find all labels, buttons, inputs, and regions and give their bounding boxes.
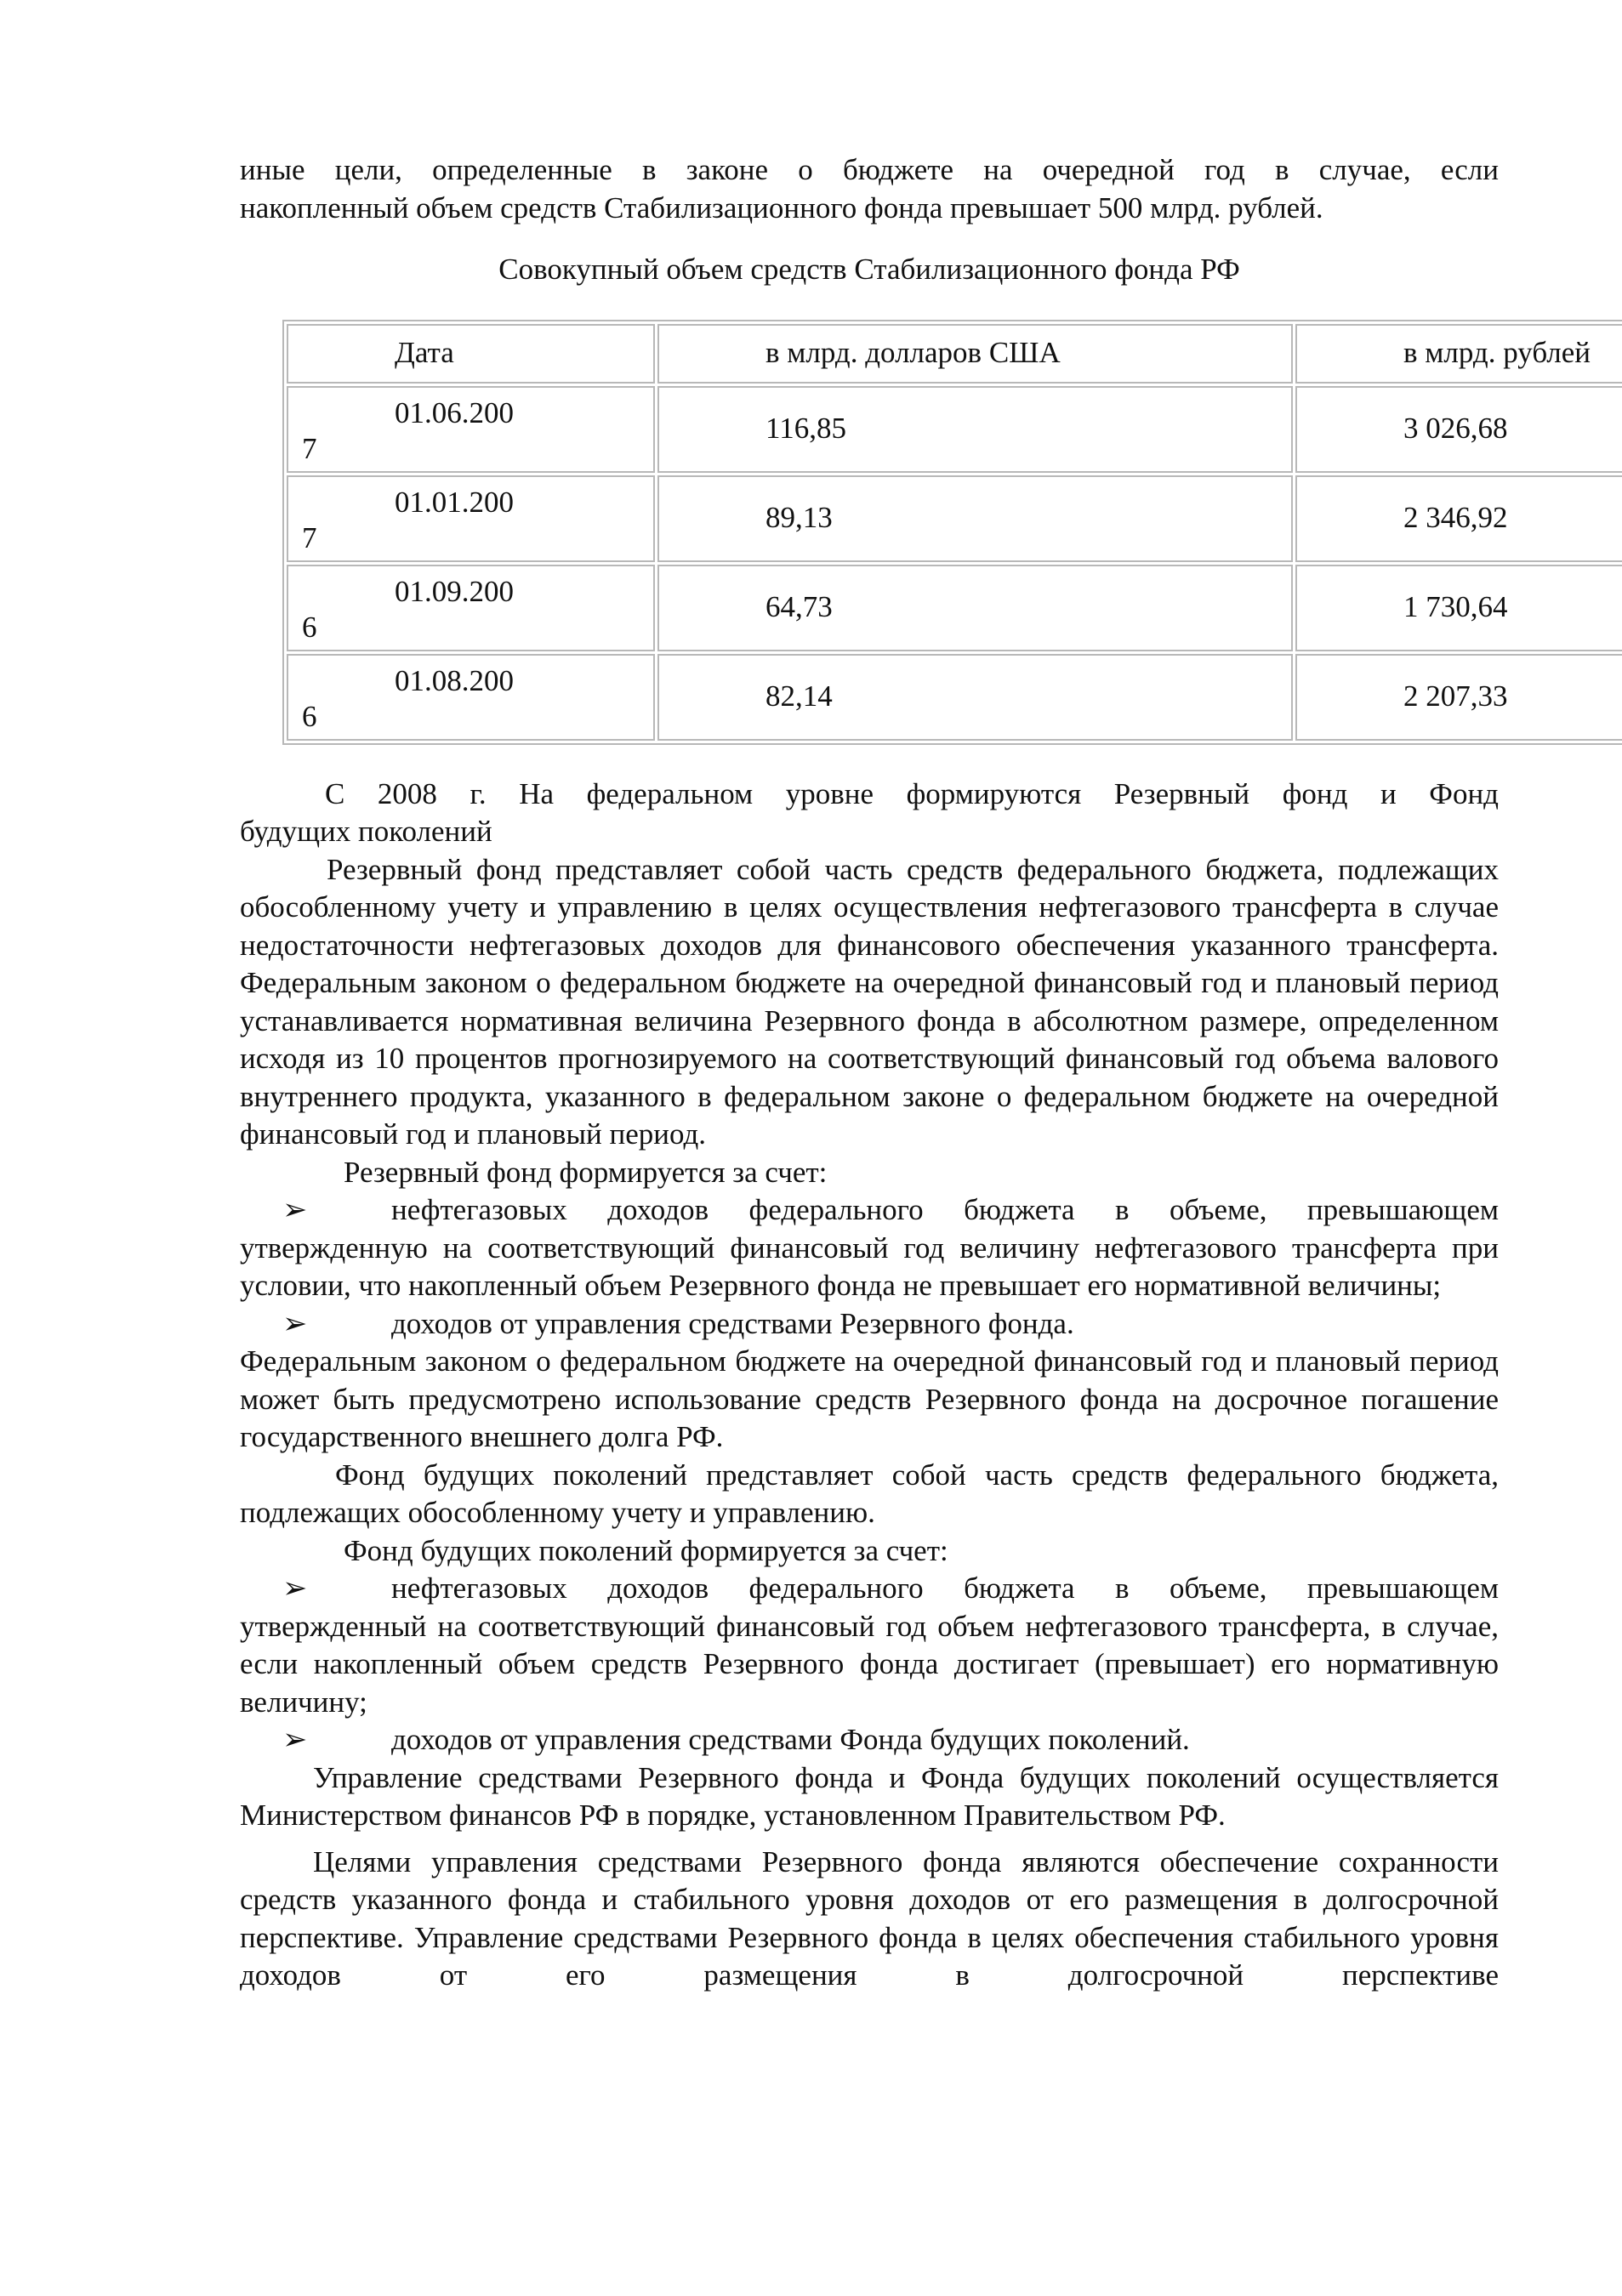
rub-cell: 2 346,92 — [1295, 475, 1622, 562]
paragraph-reserve-fund-definition: Резервный фонд представляет собой часть средств федерального бюджета, подлежащих обособленному учету и управлению в целях осуществления нефтегазового трансферта в случае недостаточности нефтегазовых доходов для финансового обеспечения указанного трансферта. Федеральным законом о федеральном бюджете на очередной финансовый год и плановый период устанавливается нормативная величина Резервного фонда в абсолютном размере, определенном исходя из 10 процентов прогнозируемого на соответствующий финансовый год объема валового внутреннего продукта, указанного в федеральном законе о федеральном бюджете на очередной финансовый год и плановый период. — [240, 852, 1499, 1151]
date-cell — [287, 565, 655, 651]
date-year-digit: 6 — [302, 610, 317, 644]
date-cell — [287, 475, 655, 562]
paragraph-2008-line1: С 2008 г. На федеральном уровне формируются Резервный фонд и Фонд — [325, 776, 1499, 810]
list-item-continuation: утвержденный на соответствующий финансовый год объем нефтегазового трансферта, в случае, если накопленный объем средств Резервного фонда достигает (превышает) его нормативную величину; — [240, 1609, 1499, 1719]
date-year-digit: 6 — [302, 699, 317, 733]
arrow-bullet-icon: ➢ — [282, 1723, 308, 1756]
list-item-continuation: утвержденную на соответствующий финансовый год величину нефтегазового трансферта при условии, что накопленный объем Резервного фонда не превышает его нормативной величины; — [240, 1230, 1499, 1302]
list-item — [240, 1191, 1499, 1230]
paragraph-management-goals: Целями управления средствами Резервного фонда являются обеспечение сохранности средств указанного фонда и стабильного уровня доходов от его размещения в долгосрочной перспективе. Управление средствами Резервного фонда в целях обеспечения стабильного уровня доходов от его размещения в долгосрочной перспективе — [240, 1844, 1499, 1992]
table-header-row — [287, 324, 1622, 384]
table-caption: Совокупный объем средств Стабилизационного фонда РФ — [498, 253, 1240, 286]
date-part: 01.08.200 — [395, 663, 514, 697]
arrow-bullet-icon: ➢ — [282, 1193, 308, 1226]
arrow-bullet-icon: ➢ — [282, 1306, 308, 1340]
date-cell — [287, 386, 655, 473]
date-part: 01.01.200 — [395, 485, 514, 519]
usd-cell: 116,85 — [657, 386, 1293, 473]
list-item — [240, 1305, 1499, 1344]
rub-cell: 1 730,64 — [1295, 565, 1622, 651]
document-page — [240, 151, 1591, 1995]
usd-cell: 82,14 — [657, 654, 1293, 741]
spacer — [240, 745, 1499, 776]
arrow-bullet-icon: ➢ — [282, 1571, 308, 1605]
list-item — [240, 1570, 1499, 1608]
date-part: 01.06.200 — [395, 395, 514, 429]
date-year-digit: 7 — [302, 431, 317, 465]
usd-cell: 64,73 — [657, 565, 1293, 651]
header-usd: в млрд. долларов США — [657, 324, 1293, 384]
list-item-text: доходов от управления средствами Резервного фонда. — [391, 1306, 1074, 1340]
paragraph-reserve-sources-intro: Резервный фонд формируется за счет: — [344, 1155, 828, 1189]
paragraph-top-line2: накопленный объем средств Стабилизационного фонда превышает 500 млрд. рублей. — [240, 190, 1323, 224]
header-date: Дата — [287, 324, 655, 384]
table-row — [287, 654, 1622, 741]
usd-cell: 89,13 — [657, 475, 1293, 562]
table-row — [287, 475, 1622, 562]
table-row — [287, 565, 1622, 651]
list-item-text: доходов от управления средствами Фонда будущих поколений. — [391, 1723, 1190, 1756]
list-item — [240, 1721, 1499, 1759]
paragraph-early-repayment: Федеральным законом о федеральном бюджете на очередной финансовый год и плановый период может быть предусмотрено использование средств Резервного фонда на досрочное погашение государственного внешнего долга РФ. — [240, 1344, 1499, 1453]
date-part: 01.09.200 — [395, 574, 514, 608]
paragraph-future-sources-intro: Фонд будущих поколений формируется за счет: — [344, 1533, 948, 1567]
paragraph-top-line1: иные цели, определенные в законе о бюджете на очередной год в случае, если — [240, 153, 1499, 186]
paragraph-2008-line2: будущих поколений — [240, 815, 492, 848]
header-rub: в млрд. рублей — [1295, 324, 1622, 384]
date-year-digit: 7 — [302, 520, 317, 554]
paragraph-future-fund-definition: Фонд будущих поколений представляет собой часть средств федерального бюджета, подлежащих обособленному учету и управлению. — [240, 1458, 1499, 1529]
fund-table — [282, 320, 1622, 745]
paragraph-management: Управление средствами Резервного фонда и Фонда будущих поколений осуществляется Министерством финансов РФ в порядке, установленном Правительством РФ. — [240, 1760, 1499, 1832]
table-row — [287, 386, 1622, 473]
list-item-text: нефтегазовых доходов федерального бюджета в объеме, превышающем — [391, 1571, 1499, 1605]
list-item-text: нефтегазовых доходов федерального бюджета в объеме, превышающем — [391, 1193, 1499, 1226]
rub-cell: 2 207,33 — [1295, 654, 1622, 741]
rub-cell: 3 026,68 — [1295, 386, 1622, 473]
date-cell — [287, 654, 655, 741]
